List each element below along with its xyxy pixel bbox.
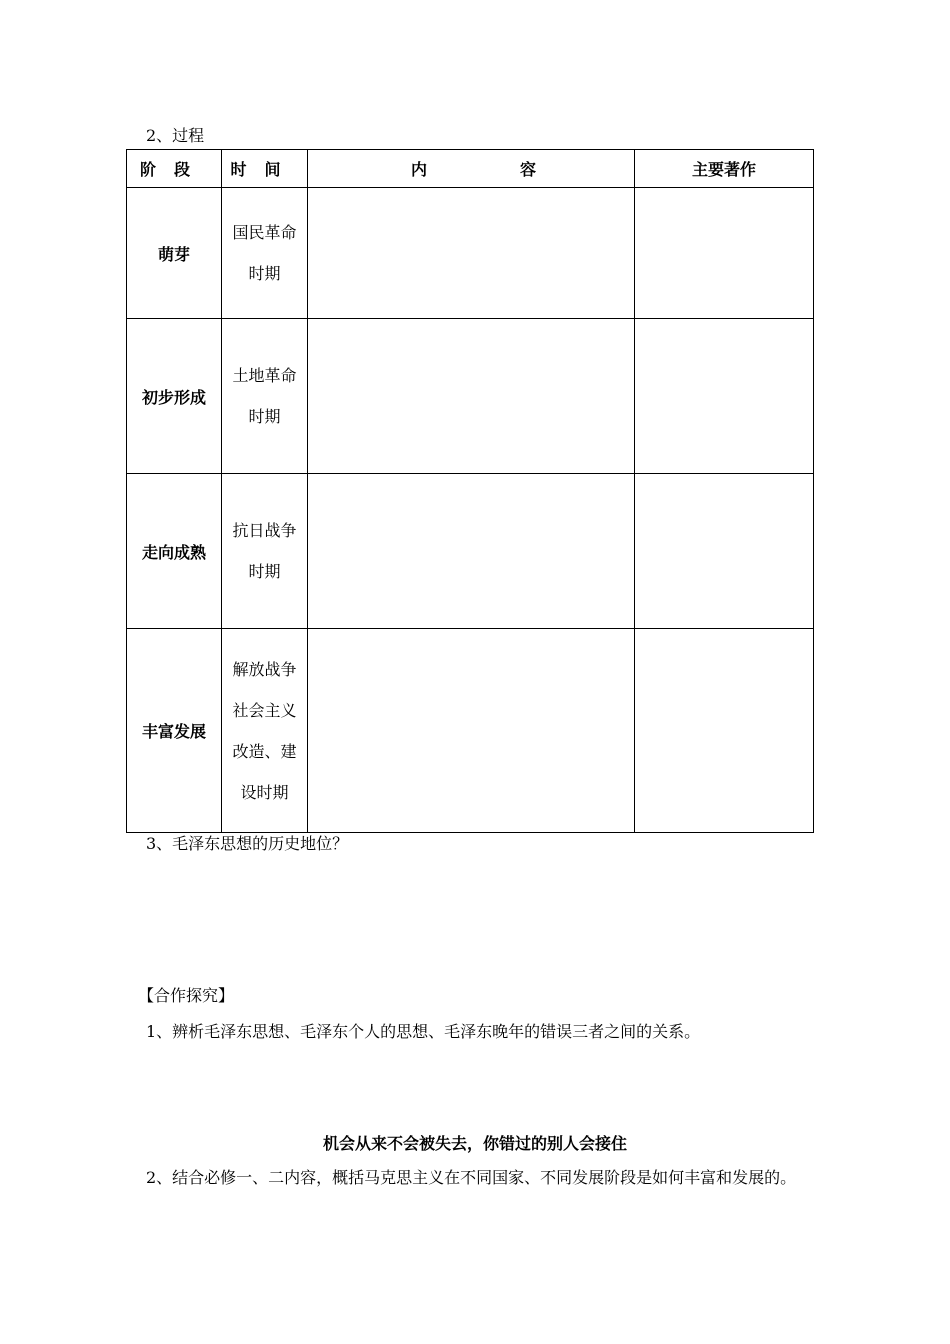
content-cell[interactable] [308, 629, 635, 833]
content-cell[interactable] [308, 319, 635, 474]
motto: 机会从来不会被失去，你错过的别人会接住 [322, 1134, 627, 1153]
coop-question-1: 1、辨析毛泽东思想、毛泽东个人的思想、毛泽东晚年的错误三者之间的关系。 [146, 1022, 701, 1041]
table-row [127, 188, 814, 319]
period-cell: 土地革命 时期 [222, 319, 308, 474]
coop-question-2: 2、结合必修一、二内容，概括马克思主义在不同国家、不同发展阶段是如何丰富和发展的。 [146, 1168, 797, 1187]
table-row [127, 629, 814, 833]
table-row [127, 474, 814, 629]
header-stage: 阶段 [127, 150, 222, 188]
header-content-left: 内 [411, 160, 428, 179]
works-cell[interactable] [635, 188, 814, 319]
question-3: 3、毛泽东思想的历史地位？ [146, 834, 349, 853]
table-header-row [127, 150, 814, 188]
stage-cell: 丰富发展 [127, 629, 222, 833]
period-cell: 抗日战争 时期 [222, 474, 308, 629]
header-time: 时间 [222, 150, 308, 188]
stage-cell: 萌芽 [127, 188, 222, 319]
stage-cell: 初步形成 [127, 319, 222, 474]
content-cell[interactable] [308, 474, 635, 629]
stage-cell: 走向成熟 [127, 474, 222, 629]
period-cell: 解放战争 社会主义 改造、建 设时期 [222, 629, 308, 833]
process-table [126, 149, 814, 833]
header-content-right: 容 [519, 160, 536, 179]
period-cell: 国民革命 时期 [222, 188, 308, 319]
header-works: 主要著作 [635, 150, 814, 188]
content-cell[interactable] [308, 188, 635, 319]
cooperation-heading: 【合作探究】 [138, 986, 235, 1005]
works-cell[interactable] [635, 474, 814, 629]
works-cell[interactable] [635, 319, 814, 474]
table-row [127, 319, 814, 474]
header-content [308, 150, 635, 188]
works-cell[interactable] [635, 629, 814, 833]
section-title-process: 2、过程 [146, 126, 205, 145]
